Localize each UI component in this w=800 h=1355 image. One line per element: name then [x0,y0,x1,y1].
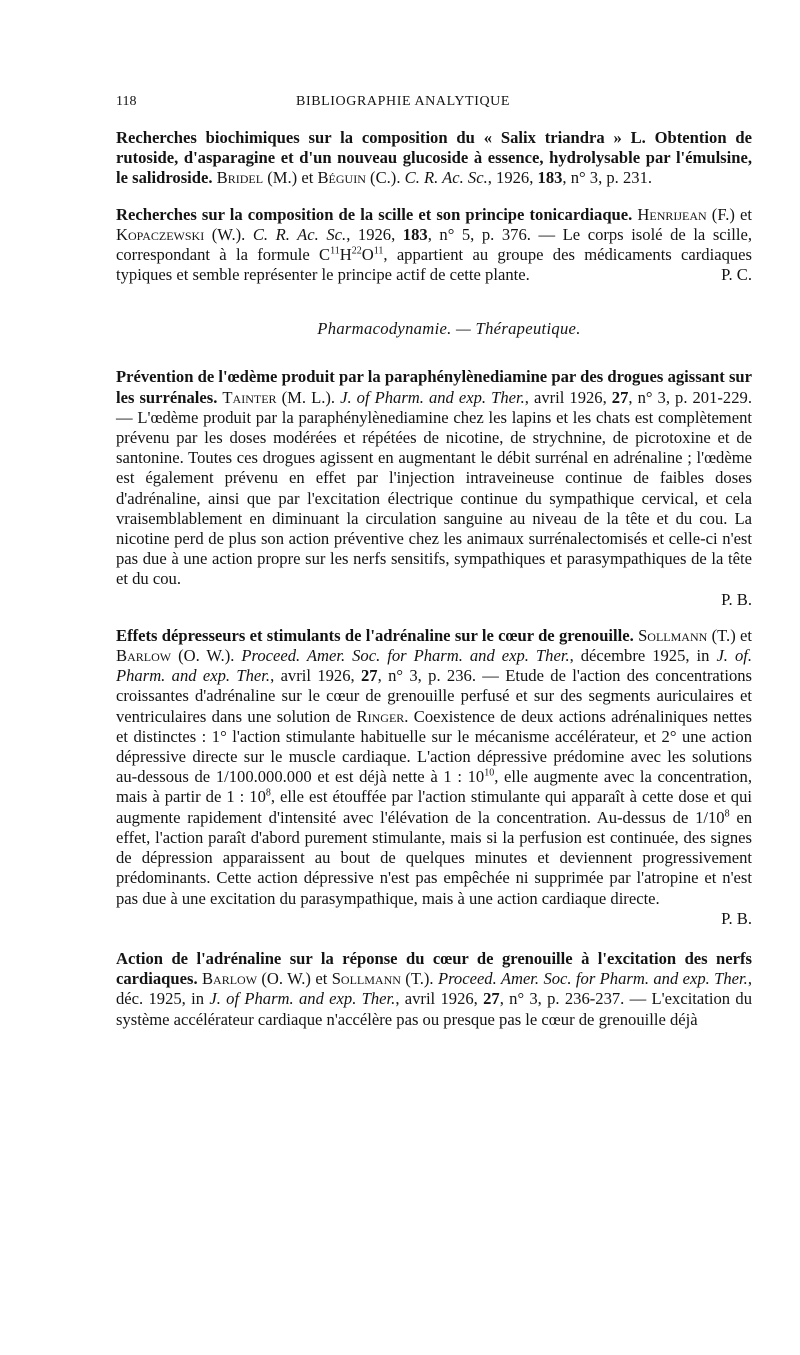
entry-title: Action de l'adrénaline sur la réponse du cœur de grenouille à l'excitation des nerfs cardiaques. [116,948,752,989]
author-name: Bridel [216,168,264,188]
citation-issue: , n° 3, p. 201-229. [628,387,752,407]
citation-volume: 27 [611,387,629,407]
author-initial: (M.) [267,168,298,188]
citation-issue: , n° 3, p. 231. [562,168,653,188]
journal-name: Proceed. Amer. Soc. for Pharm. and exp. Ther. [241,646,570,666]
citation-volume: 27 [361,666,378,686]
author-initial: (W.). [211,224,246,244]
entry-body: , elle augmente avec la concentration, mais à partir de 1 : 10 [116,767,752,807]
entry-body: , appartient au groupe des médicaments cardiaques typiques et semble représenter le principe actif de cette plante. [116,245,752,285]
author-name: Henrijean [637,204,707,224]
author-initial: (M. L.). [281,387,336,407]
formula-index: 22 [351,245,362,257]
citation-issue: , n° 5, p. 376. [427,224,531,244]
conjunction: et [740,204,752,224]
formula-index: 11 [330,245,340,257]
entry-body: en effet, l'action paraît d'abord purement stimulante, mais si la perfusion est continuée, des signes de dépression apparaissent au bout de quelques minutes et deviennent progressivement prédominants. Cette action dépressive n'est pas empêchée ni supprimée par l'atropine et n'est pas due à une excitation du parasympathique, mais à une action cardiaque directe. [116,807,753,908]
page [116,94,752,1030]
entry-body: — L'excitation du système accélérateur cardiaque n'accélère pas ou presque pas le cœur de grenouille déjà [116,989,752,1029]
exponent: 10 [484,767,495,779]
author-initial: (O. W.) [261,969,311,989]
entry-body: , elle est étouffée par l'action stimulante qui apparaît à cette dose et qui augmente rapidement d'intensité avec l'élévation de la concentration. Au-dessus de 1/10 [116,787,752,827]
author-initial: (C.). [370,168,401,188]
entry-title: Effets dépresseurs et stimulants de l'adrénaline sur le cœur de grenouille. [116,625,634,645]
citation-volume: 183 [537,168,563,188]
author-initial: (F.) [711,204,735,224]
signature: P. B. [721,908,752,928]
citation-date: , déc. 1925, in [116,969,752,1009]
citation-date: , décembre 1925, in [569,646,717,666]
page-header [116,94,752,118]
journal-name: C. R. Ac. Sc. [252,224,347,244]
author-name: Barlow [201,969,258,989]
bibliography-entry [116,949,752,1030]
conjunction: et [740,625,752,645]
citation-year: , 1926, [346,224,403,244]
exponent: 8 [265,787,271,799]
formula-element: H [339,245,352,265]
signature: P. C. [721,265,752,285]
entry-body: — L'œdème produit par la paraphénylènediamine chez les lapins et les chats est complètement prévenu par les doses modérées et répétées de nicotine, de strychnine, de picrotoxine et de santonine. Toutes ces drogues agissent en augmentant le débit surrénal en adrénaline ; l'œdème est également prévenu en effet par l'injection intraveineuse continue de faibles doses d'adrénaline, ainsi que par l'excitation électrique continue du sympathique cervical, et cela vraisemblablement en diminuant la circulation sanguine au niveau de la tête et du cou. La nicotine perd de plus son action préventive chez les animaux surrénalectomisés et celle-ci n'est pas due à une action propre sur les nerfs sensitifs, sympathiques et parasympathiques de la tête et du cou. [116,407,752,589]
citation-volume: 183 [402,224,428,244]
section-heading: Pharmacodynamie. — Thérapeutique. [317,319,581,339]
author-name: Béguin [317,168,366,188]
entry-body: . Coexistence de deux actions adrénaliniques nettes et distinctes : 1° l'action stimulante habituelle sur le mécanisme accélérateur, et 2° une action dépressive directe sur le muscle cardiaque. L'action dépressive prédomine avec les solutions au-dessous de 1/100.000.000 et est déjà nette à 1 : 10 [116,706,752,787]
author-initial: (T.). [405,969,434,989]
entry-body: — Le corps isolé de la scille, correspondant à la formule C [116,224,753,265]
journal-name: J. of. Pharm. and exp. Ther. [116,646,752,686]
conjunction: et [301,168,314,188]
entry-title: Recherches biochimiques sur la composition du « Salix triandra » L. Obtention de rutoside, d'asparagine et d'un nouveau glucoside à essence, hydrolysable par l'émulsine, le salidroside. [116,128,752,188]
journal-name: C. R. Ac. Sc. [404,168,488,188]
person-name: Ringer [356,706,405,726]
citation-year: , avril 1926, [524,387,612,407]
author-name: Barlow [116,646,172,666]
citation-volume: 27 [483,989,500,1009]
author-name: Sollmann [638,625,708,645]
author-initial: (T.) [711,625,736,645]
author-name: Kopaczewski [116,224,205,244]
exponent: 8 [724,808,730,820]
conjunction: et [315,969,328,989]
author-name: Sollmann [331,969,401,989]
author-initial: (O. W.). [178,646,235,666]
citation-issue: , n° 3, p. 236. [377,666,476,686]
citation-year: , avril 1926, [270,666,361,686]
citation-issue: , n° 3, p. 236-237. [499,989,625,1009]
signature: P. B. [721,589,752,609]
citation-year: , 1926, [487,168,538,188]
citation-year: , avril 1926, [395,989,484,1009]
author-name: Tainter [222,387,277,407]
bibliography-entry [116,367,752,589]
page-number: 118 [116,94,137,109]
bibliography-entry [116,205,752,286]
journal-name: J. of Pharm. and exp. Ther. [209,989,396,1009]
entry-body: — Etude de l'action des concentrations croissantes d'adrénaline sur le cœur de grenouille perfusé et sur des segments auriculaires et ventriculaires dans une solution de [116,666,752,726]
formula-element: O [361,245,374,265]
running-title: BIBLIOGRAPHIE ANALYTIQUE [296,94,511,109]
bibliography-entry [116,128,752,189]
entry-title: Recherches sur la composition de la scille et son principe tonicardiaque. [116,204,633,224]
journal-name: J. of Pharm. and exp. Ther. [340,387,525,407]
entry-title: Prévention de l'œdème produit par la paraphénylènediamine par des drogues agissant sur les surrénales. [116,367,752,407]
formula-index: 11 [373,245,384,257]
journal-name: Proceed. Amer. Soc. for Pharm. and exp. Ther. [437,969,748,989]
bibliography-entry [116,626,752,909]
